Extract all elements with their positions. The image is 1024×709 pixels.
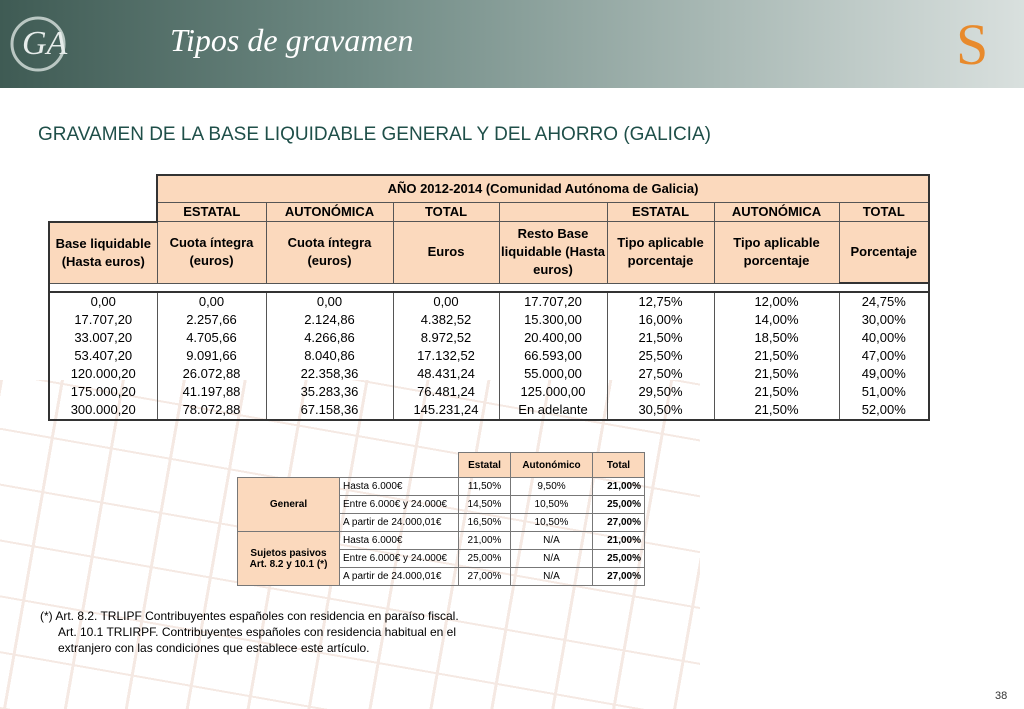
footnote-line: Art. 10.1 TRLIRPF. Contribuyentes españoles con residencia habitual en el (58, 625, 457, 639)
table-row (49, 401, 929, 420)
table-cell: 120.000,20 (49, 365, 157, 383)
table-cell: 35.283,36 (266, 383, 393, 401)
table-cell: 0,00 (393, 292, 499, 311)
table-cell: 25,00% (459, 550, 511, 568)
table-cell: 51,00% (839, 383, 929, 401)
table-row (49, 311, 929, 329)
table-cell: A partir de 24.000,01€ (340, 514, 459, 532)
table-cell: 27,50% (607, 365, 714, 383)
table-cell: 125.000,00 (499, 383, 607, 401)
table-cell: 26.072,88 (157, 365, 266, 383)
footnote (40, 608, 459, 656)
table-cell: 40,00% (839, 329, 929, 347)
table-cell: 12,00% (714, 292, 839, 311)
page-title: Tipos de gravamen (170, 22, 414, 58)
table-row (49, 383, 929, 401)
table-cell: 53.407,20 (49, 347, 157, 365)
table-cell: 47,00% (839, 347, 929, 365)
table-cell: N/A (511, 550, 593, 568)
table-cell: 9,50% (511, 478, 593, 496)
table-cell: 2.124,86 (266, 311, 393, 329)
header-band (0, 0, 1024, 88)
column-header: Base liquidable (Hasta euros) (49, 222, 157, 284)
table-cell: 21,50% (714, 347, 839, 365)
table-cell: 66.593,00 (499, 347, 607, 365)
table-cell: 8.972,52 (393, 329, 499, 347)
table-cell: 17.707,20 (49, 311, 157, 329)
table-cell: A partir de 24.000,01€ (340, 568, 459, 586)
group-header: ESTATAL (607, 203, 714, 222)
column-header: Porcentaje (839, 222, 929, 284)
table-cell: Hasta 6.000€ (340, 478, 459, 496)
table-cell: 14,00% (714, 311, 839, 329)
table-cell: 15.300,00 (499, 311, 607, 329)
table-cell: Entre 6.000€ y 24.000€ (340, 496, 459, 514)
table-cell: 10,50% (511, 496, 593, 514)
table-cell: N/A (511, 568, 593, 586)
table-caption: AÑO 2012-2014 (Comunidad Autónoma de Galicia) (157, 175, 929, 203)
table-cell: 8.040,86 (266, 347, 393, 365)
table-cell: 10,50% (511, 514, 593, 532)
table-cell: 48.431,24 (393, 365, 499, 383)
table-cell: 27,00% (593, 514, 645, 532)
table-cell: 11,50% (459, 478, 511, 496)
savings-rate-table (237, 452, 645, 586)
table-cell: 21,00% (593, 532, 645, 550)
table-cell: 18,50% (714, 329, 839, 347)
table-cell: 17.132,52 (393, 347, 499, 365)
table-cell: 30,50% (607, 401, 714, 420)
table-cell: 25,50% (607, 347, 714, 365)
table-row (238, 532, 645, 550)
table-cell: 21,50% (714, 365, 839, 383)
column-header: Cuota íntegra (euros) (266, 222, 393, 284)
table-row (49, 292, 929, 311)
column-header: Cuota íntegra (euros) (157, 222, 266, 284)
tax-rate-table (48, 174, 930, 421)
table-cell: N/A (511, 532, 593, 550)
column-header: Euros (393, 222, 499, 284)
table-cell: 300.000,20 (49, 401, 157, 420)
table-cell: 4.382,52 (393, 311, 499, 329)
footnote-line: extranjero con las condiciones que establece este artículo. (58, 641, 370, 655)
table-cell: 21,00% (459, 532, 511, 550)
table-cell: Entre 6.000€ y 24.000€ (340, 550, 459, 568)
column-header: Estatal (459, 453, 511, 478)
table-row (49, 365, 929, 383)
column-header: Autonómico (511, 453, 593, 478)
table-cell: 55.000,00 (499, 365, 607, 383)
table-cell: 12,75% (607, 292, 714, 311)
table-row (238, 478, 645, 496)
table-cell: 21,50% (607, 329, 714, 347)
table-cell: 25,00% (593, 550, 645, 568)
group-header: ESTATAL (157, 203, 266, 222)
table-cell: 0,00 (157, 292, 266, 311)
table-cell: 145.231,24 (393, 401, 499, 420)
table-cell: 16,50% (459, 514, 511, 532)
table-row (49, 347, 929, 365)
table-cell: 27,00% (593, 568, 645, 586)
table-cell: 2.257,66 (157, 311, 266, 329)
table-cell: 30,00% (839, 311, 929, 329)
svg-text:GA: GA (22, 25, 68, 62)
table-cell: 67.158,36 (266, 401, 393, 420)
group-header: TOTAL (393, 203, 499, 222)
table-cell: 21,50% (714, 383, 839, 401)
table-row (49, 329, 929, 347)
page-number: 38 (995, 690, 1008, 702)
ga-logo-icon (8, 4, 86, 84)
group-label: Sujetos pasivos Art. 8.2 y 10.1 (*) (238, 532, 340, 586)
table-cell: 20.400,00 (499, 329, 607, 347)
table-cell: 0,00 (49, 292, 157, 311)
table-cell: 24,75% (839, 292, 929, 311)
table-cell: 27,00% (459, 568, 511, 586)
table-cell: 52,00% (839, 401, 929, 420)
table-cell: 4.266,86 (266, 329, 393, 347)
column-header: Resto Base liquidable (Hasta euros) (499, 222, 607, 284)
table-cell: 0,00 (266, 292, 393, 311)
section-subtitle: GRAVAMEN DE LA BASE LIQUIDABLE GENERAL Y DEL AHORRO (GALICIA) (38, 124, 711, 145)
table-cell: 14,50% (459, 496, 511, 514)
table-body (238, 478, 645, 586)
table-cell: 21,00% (593, 478, 645, 496)
table-cell: 29,50% (607, 383, 714, 401)
table-cell: 78.072,88 (157, 401, 266, 420)
group-header: AUTONÓMICA (266, 203, 393, 222)
column-header: Tipo aplicable porcentaje (714, 222, 839, 284)
group-header: AUTONÓMICA (714, 203, 839, 222)
column-header: Tipo aplicable porcentaje (607, 222, 714, 284)
table-cell: 76.481,24 (393, 383, 499, 401)
table-cell: 33.007,20 (49, 329, 157, 347)
table-cell: 41.197,88 (157, 383, 266, 401)
group-label: General (238, 478, 340, 532)
svg-text:S: S (956, 12, 989, 77)
table-cell: 9.091,66 (157, 347, 266, 365)
table-cell: En adelante (499, 401, 607, 420)
table-cell: 4.705,66 (157, 329, 266, 347)
table-cell: 25,00% (593, 496, 645, 514)
column-header: Total (593, 453, 645, 478)
table-cell: Hasta 6.000€ (340, 532, 459, 550)
table-body (49, 292, 929, 420)
table-cell: 49,00% (839, 365, 929, 383)
table-cell: 175.000,20 (49, 383, 157, 401)
table-cell: 22.358,36 (266, 365, 393, 383)
table-cell: 16,00% (607, 311, 714, 329)
s-logo-icon (948, 8, 1008, 78)
group-header: TOTAL (839, 203, 929, 222)
table-cell: 17.707,20 (499, 292, 607, 311)
footnote-line: (*) Art. 8.2. TRLIPF Contribuyentes españoles con residencia en paraíso fiscal. (40, 609, 459, 623)
table-cell: 21,50% (714, 401, 839, 420)
